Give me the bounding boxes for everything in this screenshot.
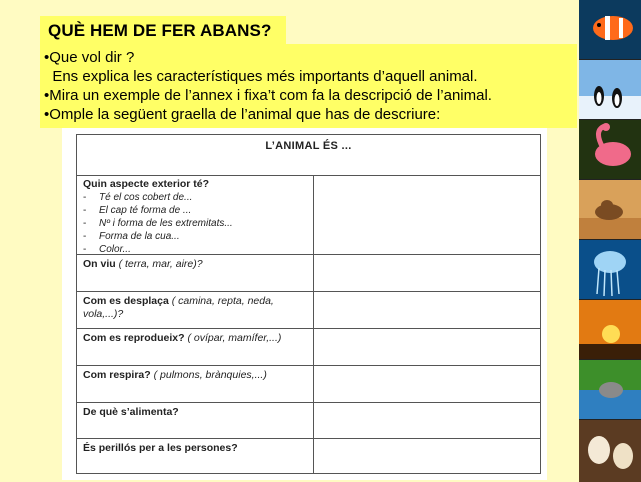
row-label <box>83 258 308 271</box>
row-label <box>83 369 308 382</box>
table-row <box>77 366 540 403</box>
instructions-box <box>40 44 577 128</box>
description-table <box>76 134 541 474</box>
sub-item: - Té el cos cobert de... <box>83 191 308 204</box>
clownfish-photo <box>579 0 641 59</box>
row-label <box>83 178 308 256</box>
instruction-line: •Que vol dir ? <box>44 49 135 66</box>
row-hint: ( pulmons, brànquies,...) <box>150 369 267 381</box>
row-question: Com es reprodueix? <box>83 332 185 344</box>
table-row <box>77 255 540 292</box>
table-row <box>77 439 540 473</box>
row-question: És perillós per a les persones? <box>83 442 238 454</box>
row-hint: ( camina, repta, neda, vola,...)? <box>83 295 274 320</box>
sub-item: - Color... <box>83 243 308 256</box>
instruction-line: Ens explica les característiques més importants d’aquell animal. <box>44 68 478 85</box>
row-hint: ( ovípar, mamífer,...) <box>184 332 282 344</box>
row-question: On viu <box>83 258 116 270</box>
row-label <box>83 295 308 321</box>
table-row <box>77 292 540 329</box>
instruction-line: •Mira un exemple de l’annex i fixa’t com fa la descripció de l’animal. <box>44 87 492 104</box>
row-label <box>83 332 308 345</box>
photo-strip <box>579 0 641 482</box>
sub-item: - Nº i forma de les extremitats... <box>83 217 308 230</box>
page-title: QUÈ HEM DE FER ABANS? <box>48 21 272 40</box>
sub-item: - Forma de la cua... <box>83 230 308 243</box>
penguins-photo <box>579 60 641 119</box>
table-row <box>77 403 540 439</box>
row-label <box>83 442 308 455</box>
table-header <box>77 135 540 176</box>
worksheet <box>62 128 547 480</box>
sunset-photo <box>579 300 641 359</box>
flamingo-photo <box>579 120 641 179</box>
table-row <box>77 329 540 366</box>
row-hint: ( terra, mar, aire)? <box>115 258 203 270</box>
row-label <box>83 406 308 419</box>
camel-photo <box>579 180 641 239</box>
table-row <box>77 175 540 255</box>
row-question: Quin aspecte exterior té? <box>83 178 210 190</box>
title-box <box>40 16 286 44</box>
jellyfish-photo <box>579 240 641 299</box>
row-question: De què s’alimenta? <box>83 406 179 418</box>
eggs-photo <box>579 420 641 482</box>
row-question: Com respira? <box>83 369 151 381</box>
instruction-line: •Omple la següent graella de l’animal que has de descriure: <box>44 106 441 123</box>
sub-item: - El cap té forma de ... <box>83 204 308 217</box>
elephant-photo <box>579 360 641 419</box>
table-header-text: L’ANIMAL ÉS ... <box>265 140 352 152</box>
row-question: Com es desplaça <box>83 295 169 307</box>
